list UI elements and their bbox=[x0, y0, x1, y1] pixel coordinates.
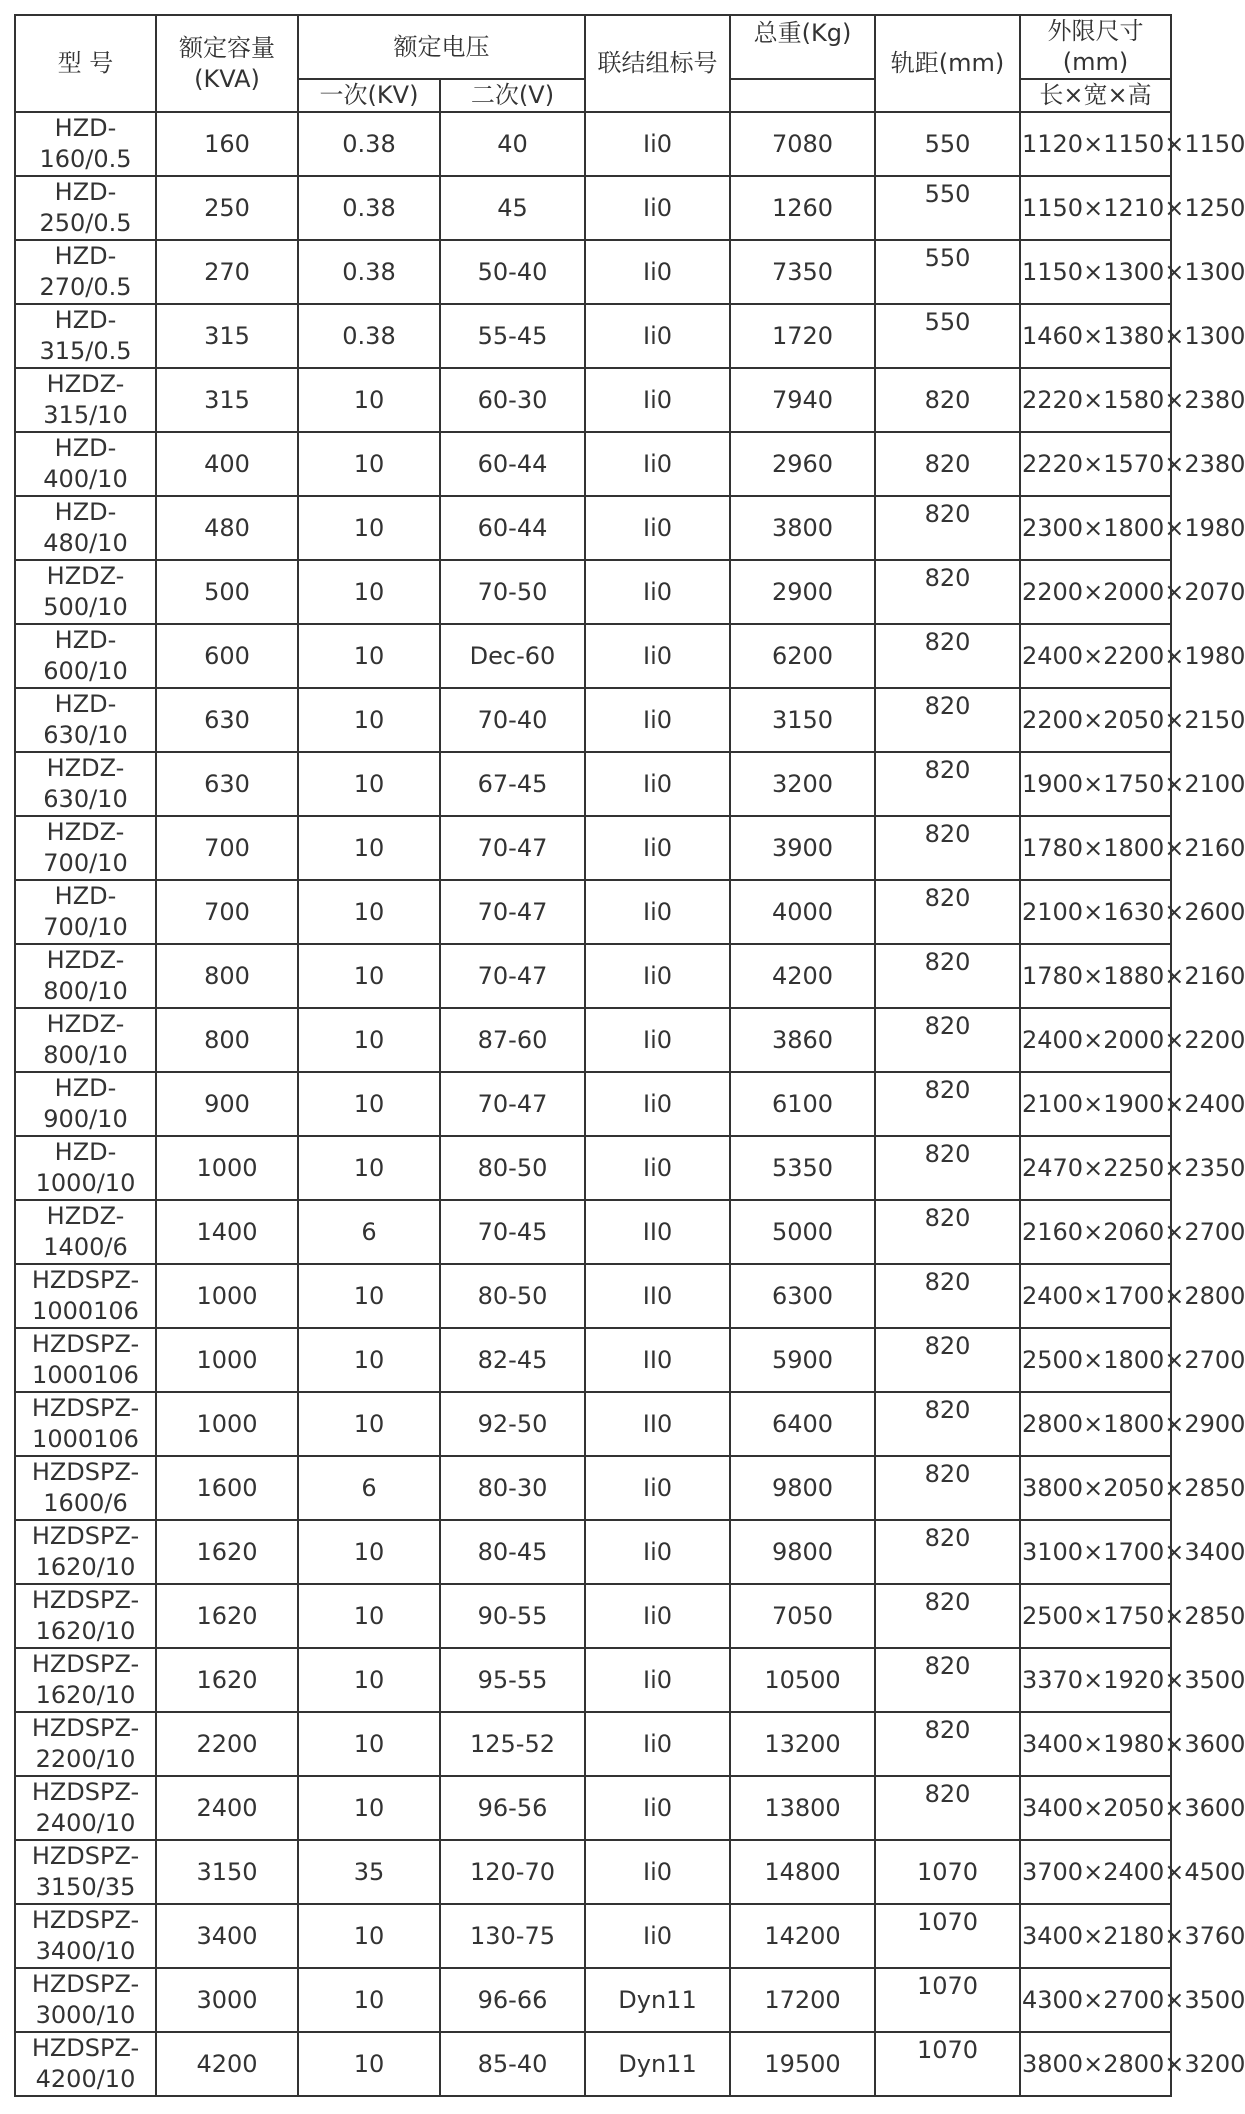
table-row bbox=[15, 240, 1171, 304]
capacity-cell: 1620 bbox=[156, 1584, 298, 1648]
capacity-cell: 630 bbox=[156, 752, 298, 816]
weight-cell: 14200 bbox=[730, 1904, 875, 1968]
gauge-cell: 820 bbox=[875, 1008, 1020, 1072]
secondary-voltage-cell: 80-50 bbox=[440, 1264, 585, 1328]
primary-voltage-cell: 0.38 bbox=[298, 112, 440, 176]
connection-group-cell: Dyn11 bbox=[585, 1968, 730, 2032]
table-row bbox=[15, 1136, 1171, 1200]
weight-cell: 13200 bbox=[730, 1712, 875, 1776]
capacity-cell: 250 bbox=[156, 176, 298, 240]
table-row bbox=[15, 880, 1171, 944]
gauge-cell: 1070 bbox=[875, 1904, 1020, 1968]
weight-cell: 5350 bbox=[730, 1136, 875, 1200]
primary-voltage-cell: 35 bbox=[298, 1840, 440, 1904]
secondary-voltage-cell: 95-55 bbox=[440, 1648, 585, 1712]
gauge-cell: 1070 bbox=[875, 2032, 1020, 2096]
primary-voltage-cell: 10 bbox=[298, 1264, 440, 1328]
gauge-cell: 820 bbox=[875, 1712, 1020, 1776]
dimensions-cell: 3800×2050×2850 bbox=[1020, 1456, 1171, 1520]
primary-voltage-cell: 0.38 bbox=[298, 240, 440, 304]
weight-cell: 4000 bbox=[730, 880, 875, 944]
header-connection-group: 联结组标号 bbox=[585, 15, 730, 112]
dimensions-cell: 2500×1750×2850 bbox=[1020, 1584, 1171, 1648]
dimensions-cell: 1780×1880×2160 bbox=[1020, 944, 1171, 1008]
connection-group-cell: Ii0 bbox=[585, 432, 730, 496]
capacity-cell: 3000 bbox=[156, 1968, 298, 2032]
gauge-cell: 820 bbox=[875, 944, 1020, 1008]
connection-group-cell: II0 bbox=[585, 1328, 730, 1392]
dimensions-cell: 2160×2060×2700 bbox=[1020, 1200, 1171, 1264]
weight-cell: 9800 bbox=[730, 1456, 875, 1520]
model-cell: HZDSPZ-3400/10 bbox=[15, 1904, 156, 1968]
secondary-voltage-cell: 80-50 bbox=[440, 1136, 585, 1200]
weight-cell: 10500 bbox=[730, 1648, 875, 1712]
table-row bbox=[15, 1968, 1171, 2032]
capacity-cell: 1620 bbox=[156, 1648, 298, 1712]
table-row bbox=[15, 624, 1171, 688]
table-row bbox=[15, 1392, 1171, 1456]
gauge-cell: 550 bbox=[875, 240, 1020, 304]
primary-voltage-cell: 10 bbox=[298, 1136, 440, 1200]
connection-group-cell: Ii0 bbox=[585, 688, 730, 752]
capacity-cell: 700 bbox=[156, 816, 298, 880]
model-cell: HZD-630/10 bbox=[15, 688, 156, 752]
capacity-cell: 630 bbox=[156, 688, 298, 752]
connection-group-cell: Ii0 bbox=[585, 1520, 730, 1584]
dimensions-cell: 2470×2250×2350 bbox=[1020, 1136, 1171, 1200]
table-row bbox=[15, 1584, 1171, 1648]
table-row bbox=[15, 1776, 1171, 1840]
table-row bbox=[15, 560, 1171, 624]
gauge-cell: 820 bbox=[875, 880, 1020, 944]
dimensions-cell: 1150×1300×1300 bbox=[1020, 240, 1171, 304]
dimensions-cell: 2800×1800×2900 bbox=[1020, 1392, 1171, 1456]
table-row bbox=[15, 2032, 1171, 2096]
capacity-cell: 400 bbox=[156, 432, 298, 496]
connection-group-cell: Ii0 bbox=[585, 752, 730, 816]
header-weight-blank bbox=[730, 79, 875, 112]
primary-voltage-cell: 0.38 bbox=[298, 304, 440, 368]
dimensions-cell: 2100×1900×2400 bbox=[1020, 1072, 1171, 1136]
dimensions-cell: 4300×2700×3500 bbox=[1020, 1968, 1171, 2032]
connection-group-cell: Ii0 bbox=[585, 944, 730, 1008]
model-cell: HZD-1000/10 bbox=[15, 1136, 156, 1200]
gauge-cell: 820 bbox=[875, 1584, 1020, 1648]
primary-voltage-cell: 6 bbox=[298, 1456, 440, 1520]
connection-group-cell: Dyn11 bbox=[585, 2032, 730, 2096]
gauge-cell: 820 bbox=[875, 1264, 1020, 1328]
secondary-voltage-cell: 82-45 bbox=[440, 1328, 585, 1392]
secondary-voltage-cell: 60-44 bbox=[440, 496, 585, 560]
dimensions-cell: 1150×1210×1250 bbox=[1020, 176, 1171, 240]
dimensions-cell: 3800×2800×3200 bbox=[1020, 2032, 1171, 2096]
header-primary-voltage: 一次(KV) bbox=[298, 79, 440, 112]
secondary-voltage-cell: 60-44 bbox=[440, 432, 585, 496]
model-cell: HZD-900/10 bbox=[15, 1072, 156, 1136]
dimensions-cell: 1120×1150×1150 bbox=[1020, 112, 1171, 176]
secondary-voltage-cell: 130-75 bbox=[440, 1904, 585, 1968]
weight-cell: 5900 bbox=[730, 1328, 875, 1392]
model-cell: HZDSPZ-1000106 bbox=[15, 1392, 156, 1456]
secondary-voltage-cell: 70-47 bbox=[440, 880, 585, 944]
model-cell: HZDSPZ-3000/10 bbox=[15, 1968, 156, 2032]
model-cell: HZDZ-800/10 bbox=[15, 1008, 156, 1072]
capacity-cell: 900 bbox=[156, 1072, 298, 1136]
connection-group-cell: Ii0 bbox=[585, 1776, 730, 1840]
dimensions-cell: 3100×1700×3400 bbox=[1020, 1520, 1171, 1584]
gauge-cell: 820 bbox=[875, 560, 1020, 624]
connection-group-cell: Ii0 bbox=[585, 1712, 730, 1776]
connection-group-cell: Ii0 bbox=[585, 240, 730, 304]
table-row bbox=[15, 1520, 1171, 1584]
capacity-cell: 160 bbox=[156, 112, 298, 176]
capacity-cell: 700 bbox=[156, 880, 298, 944]
secondary-voltage-cell: 96-56 bbox=[440, 1776, 585, 1840]
connection-group-cell: Ii0 bbox=[585, 1584, 730, 1648]
table-row bbox=[15, 1008, 1171, 1072]
gauge-cell: 820 bbox=[875, 1648, 1020, 1712]
capacity-cell: 1620 bbox=[156, 1520, 298, 1584]
primary-voltage-cell: 0.38 bbox=[298, 176, 440, 240]
gauge-cell: 820 bbox=[875, 1328, 1020, 1392]
table-row bbox=[15, 1456, 1171, 1520]
weight-cell: 7080 bbox=[730, 112, 875, 176]
transformer-spec-table bbox=[14, 14, 1245, 2097]
model-cell: HZDSPZ-1620/10 bbox=[15, 1520, 156, 1584]
dimensions-cell: 2220×1580×2380 bbox=[1020, 368, 1171, 432]
primary-voltage-cell: 10 bbox=[298, 432, 440, 496]
secondary-voltage-cell: 85-40 bbox=[440, 2032, 585, 2096]
secondary-voltage-cell: 67-45 bbox=[440, 752, 585, 816]
gauge-cell: 820 bbox=[875, 624, 1020, 688]
model-cell: HZD-600/10 bbox=[15, 624, 156, 688]
capacity-cell: 3150 bbox=[156, 1840, 298, 1904]
connection-group-cell: Ii0 bbox=[585, 304, 730, 368]
weight-cell: 5000 bbox=[730, 1200, 875, 1264]
weight-cell: 6400 bbox=[730, 1392, 875, 1456]
dimensions-cell: 3700×2400×4500 bbox=[1020, 1840, 1171, 1904]
table-row bbox=[15, 1840, 1171, 1904]
table-row bbox=[15, 944, 1171, 1008]
connection-group-cell: II0 bbox=[585, 1264, 730, 1328]
header-dimensions: 外限尺寸 (mm) bbox=[1020, 15, 1171, 79]
dimensions-cell: 2400×2000×2200 bbox=[1020, 1008, 1171, 1072]
primary-voltage-cell: 6 bbox=[298, 1200, 440, 1264]
secondary-voltage-cell: 90-55 bbox=[440, 1584, 585, 1648]
connection-group-cell: Ii0 bbox=[585, 880, 730, 944]
table-row bbox=[15, 1072, 1171, 1136]
header-capacity: 额定容量 (KVA) bbox=[156, 15, 298, 112]
gauge-cell: 820 bbox=[875, 432, 1020, 496]
primary-voltage-cell: 10 bbox=[298, 688, 440, 752]
weight-cell: 1260 bbox=[730, 176, 875, 240]
weight-cell: 2900 bbox=[730, 560, 875, 624]
primary-voltage-cell: 10 bbox=[298, 1008, 440, 1072]
gauge-cell: 820 bbox=[875, 752, 1020, 816]
weight-cell: 4200 bbox=[730, 944, 875, 1008]
capacity-cell: 500 bbox=[156, 560, 298, 624]
gauge-cell: 1070 bbox=[875, 1968, 1020, 2032]
connection-group-cell: Ii0 bbox=[585, 176, 730, 240]
model-cell: HZDSPZ-1000106 bbox=[15, 1328, 156, 1392]
model-cell: HZD-700/10 bbox=[15, 880, 156, 944]
secondary-voltage-cell: Dec-60 bbox=[440, 624, 585, 688]
primary-voltage-cell: 10 bbox=[298, 1520, 440, 1584]
capacity-cell: 2400 bbox=[156, 1776, 298, 1840]
connection-group-cell: Ii0 bbox=[585, 1648, 730, 1712]
dimensions-cell: 3400×2180×3760 bbox=[1020, 1904, 1171, 1968]
model-cell: HZDSPZ-1620/10 bbox=[15, 1648, 156, 1712]
capacity-cell: 600 bbox=[156, 624, 298, 688]
dimensions-cell: 2200×2000×2070 bbox=[1020, 560, 1171, 624]
gauge-cell: 820 bbox=[875, 1072, 1020, 1136]
primary-voltage-cell: 10 bbox=[298, 1392, 440, 1456]
capacity-cell: 270 bbox=[156, 240, 298, 304]
capacity-cell: 3400 bbox=[156, 1904, 298, 1968]
weight-cell: 3860 bbox=[730, 1008, 875, 1072]
capacity-cell: 800 bbox=[156, 944, 298, 1008]
connection-group-cell: II0 bbox=[585, 1200, 730, 1264]
dimensions-cell: 2200×2050×2150 bbox=[1020, 688, 1171, 752]
table-row bbox=[15, 752, 1171, 816]
dimensions-cell: 2300×1800×1980 bbox=[1020, 496, 1171, 560]
weight-cell: 14800 bbox=[730, 1840, 875, 1904]
primary-voltage-cell: 10 bbox=[298, 368, 440, 432]
table-row bbox=[15, 1904, 1171, 1968]
secondary-voltage-cell: 125-52 bbox=[440, 1712, 585, 1776]
secondary-voltage-cell: 80-30 bbox=[440, 1456, 585, 1520]
capacity-cell: 800 bbox=[156, 1008, 298, 1072]
weight-cell: 19500 bbox=[730, 2032, 875, 2096]
table-body bbox=[15, 112, 1245, 2096]
table-row bbox=[15, 1328, 1171, 1392]
gauge-cell: 820 bbox=[875, 1200, 1020, 1264]
connection-group-cell: Ii0 bbox=[585, 112, 730, 176]
connection-group-cell: II0 bbox=[585, 1392, 730, 1456]
capacity-cell: 1000 bbox=[156, 1136, 298, 1200]
model-cell: HZDZ-500/10 bbox=[15, 560, 156, 624]
capacity-cell: 315 bbox=[156, 368, 298, 432]
capacity-cell: 480 bbox=[156, 496, 298, 560]
primary-voltage-cell: 10 bbox=[298, 1328, 440, 1392]
gauge-cell: 820 bbox=[875, 1456, 1020, 1520]
table-row bbox=[15, 1264, 1171, 1328]
weight-cell: 2960 bbox=[730, 432, 875, 496]
primary-voltage-cell: 10 bbox=[298, 880, 440, 944]
primary-voltage-cell: 10 bbox=[298, 816, 440, 880]
gauge-cell: 820 bbox=[875, 496, 1020, 560]
gauge-cell: 820 bbox=[875, 1392, 1020, 1456]
secondary-voltage-cell: 70-47 bbox=[440, 816, 585, 880]
primary-voltage-cell: 10 bbox=[298, 1584, 440, 1648]
gauge-cell: 820 bbox=[875, 368, 1020, 432]
header-model: 型 号 bbox=[15, 15, 156, 112]
table-row bbox=[15, 1648, 1171, 1712]
table-row bbox=[15, 432, 1171, 496]
gauge-cell: 820 bbox=[875, 1520, 1020, 1584]
table-row bbox=[15, 176, 1171, 240]
model-cell: HZD-315/0.5 bbox=[15, 304, 156, 368]
weight-cell: 6300 bbox=[730, 1264, 875, 1328]
connection-group-cell: Ii0 bbox=[585, 1008, 730, 1072]
table-row bbox=[15, 368, 1171, 432]
weight-cell: 1720 bbox=[730, 304, 875, 368]
primary-voltage-cell: 10 bbox=[298, 752, 440, 816]
secondary-voltage-cell: 70-47 bbox=[440, 944, 585, 1008]
header-track-gauge: 轨距(mm) bbox=[875, 15, 1020, 112]
weight-cell: 3900 bbox=[730, 816, 875, 880]
table-row bbox=[15, 1200, 1171, 1264]
connection-group-cell: Ii0 bbox=[585, 1072, 730, 1136]
dimensions-cell: 1900×1750×2100 bbox=[1020, 752, 1171, 816]
capacity-cell: 1000 bbox=[156, 1392, 298, 1456]
primary-voltage-cell: 10 bbox=[298, 496, 440, 560]
model-cell: HZD-160/0.5 bbox=[15, 112, 156, 176]
table-row bbox=[15, 688, 1171, 752]
model-cell: HZD-400/10 bbox=[15, 432, 156, 496]
weight-cell: 6100 bbox=[730, 1072, 875, 1136]
capacity-cell: 1000 bbox=[156, 1328, 298, 1392]
dimensions-cell: 1780×1800×2160 bbox=[1020, 816, 1171, 880]
table-header bbox=[15, 15, 1171, 112]
header-total-weight: 总重(Kg) bbox=[730, 15, 875, 79]
dimensions-cell: 1460×1380×1300 bbox=[1020, 304, 1171, 368]
weight-cell: 3200 bbox=[730, 752, 875, 816]
primary-voltage-cell: 10 bbox=[298, 1712, 440, 1776]
capacity-cell: 4200 bbox=[156, 2032, 298, 2096]
capacity-cell: 315 bbox=[156, 304, 298, 368]
connection-group-cell: Ii0 bbox=[585, 816, 730, 880]
primary-voltage-cell: 10 bbox=[298, 2032, 440, 2096]
table-row bbox=[15, 496, 1171, 560]
primary-voltage-cell: 10 bbox=[298, 1904, 440, 1968]
secondary-voltage-cell: 80-45 bbox=[440, 1520, 585, 1584]
primary-voltage-cell: 10 bbox=[298, 1072, 440, 1136]
weight-cell: 3150 bbox=[730, 688, 875, 752]
model-cell: HZDZ-315/10 bbox=[15, 368, 156, 432]
gauge-cell: 820 bbox=[875, 1776, 1020, 1840]
gauge-cell: 550 bbox=[875, 304, 1020, 368]
secondary-voltage-cell: 87-60 bbox=[440, 1008, 585, 1072]
secondary-voltage-cell: 70-47 bbox=[440, 1072, 585, 1136]
dimensions-cell: 2400×2200×1980 bbox=[1020, 624, 1171, 688]
primary-voltage-cell: 10 bbox=[298, 1648, 440, 1712]
primary-voltage-cell: 10 bbox=[298, 1776, 440, 1840]
capacity-cell: 2200 bbox=[156, 1712, 298, 1776]
weight-cell: 6200 bbox=[730, 624, 875, 688]
secondary-voltage-cell: 45 bbox=[440, 176, 585, 240]
connection-group-cell: Ii0 bbox=[585, 368, 730, 432]
header-rated-voltage: 额定电压 bbox=[298, 15, 585, 79]
weight-cell: 13800 bbox=[730, 1776, 875, 1840]
primary-voltage-cell: 10 bbox=[298, 560, 440, 624]
capacity-cell: 1000 bbox=[156, 1264, 298, 1328]
primary-voltage-cell: 10 bbox=[298, 944, 440, 1008]
dimensions-cell: 3400×2050×3600 bbox=[1020, 1776, 1171, 1840]
secondary-voltage-cell: 60-30 bbox=[440, 368, 585, 432]
model-cell: HZDZ-630/10 bbox=[15, 752, 156, 816]
model-cell: HZD-480/10 bbox=[15, 496, 156, 560]
gauge-cell: 820 bbox=[875, 816, 1020, 880]
dimensions-cell: 3400×1980×3600 bbox=[1020, 1712, 1171, 1776]
model-cell: HZD-270/0.5 bbox=[15, 240, 156, 304]
model-cell: HZDZ-800/10 bbox=[15, 944, 156, 1008]
model-cell: HZDSPZ-3150/35 bbox=[15, 1840, 156, 1904]
secondary-voltage-cell: 70-50 bbox=[440, 560, 585, 624]
secondary-voltage-cell: 70-45 bbox=[440, 1200, 585, 1264]
header-dimensions-sub: 长×宽×高 bbox=[1020, 79, 1171, 112]
connection-group-cell: Ii0 bbox=[585, 560, 730, 624]
connection-group-cell: Ii0 bbox=[585, 1840, 730, 1904]
model-cell: HZD-250/0.5 bbox=[15, 176, 156, 240]
primary-voltage-cell: 10 bbox=[298, 1968, 440, 2032]
table-row bbox=[15, 304, 1171, 368]
model-cell: HZDZ-700/10 bbox=[15, 816, 156, 880]
weight-cell: 9800 bbox=[730, 1520, 875, 1584]
table-row bbox=[15, 1712, 1171, 1776]
gauge-cell: 1070 bbox=[875, 1840, 1020, 1904]
gauge-cell: 550 bbox=[875, 112, 1020, 176]
table-row bbox=[15, 816, 1171, 880]
model-cell: HZDZ-1400/6 bbox=[15, 1200, 156, 1264]
weight-cell: 7350 bbox=[730, 240, 875, 304]
secondary-voltage-cell: 55-45 bbox=[440, 304, 585, 368]
dimensions-cell: 2220×1570×2380 bbox=[1020, 432, 1171, 496]
model-cell: HZDSPZ-4200/10 bbox=[15, 2032, 156, 2096]
header-secondary-voltage: 二次(V) bbox=[440, 79, 585, 112]
model-cell: HZDSPZ-1600/6 bbox=[15, 1456, 156, 1520]
weight-cell: 7940 bbox=[730, 368, 875, 432]
dimensions-cell: 2400×1700×2800 bbox=[1020, 1264, 1171, 1328]
model-cell: HZDSPZ-2200/10 bbox=[15, 1712, 156, 1776]
dimensions-cell: 2500×1800×2700 bbox=[1020, 1328, 1171, 1392]
weight-cell: 7050 bbox=[730, 1584, 875, 1648]
secondary-voltage-cell: 120-70 bbox=[440, 1840, 585, 1904]
secondary-voltage-cell: 92-50 bbox=[440, 1392, 585, 1456]
capacity-cell: 1400 bbox=[156, 1200, 298, 1264]
connection-group-cell: Ii0 bbox=[585, 624, 730, 688]
gauge-cell: 550 bbox=[875, 176, 1020, 240]
weight-cell: 17200 bbox=[730, 1968, 875, 2032]
weight-cell: 3800 bbox=[730, 496, 875, 560]
secondary-voltage-cell: 40 bbox=[440, 112, 585, 176]
secondary-voltage-cell: 96-66 bbox=[440, 1968, 585, 2032]
gauge-cell: 820 bbox=[875, 688, 1020, 752]
model-cell: HZDSPZ-1620/10 bbox=[15, 1584, 156, 1648]
connection-group-cell: Ii0 bbox=[585, 1136, 730, 1200]
dimensions-cell: 3370×1920×3500 bbox=[1020, 1648, 1171, 1712]
connection-group-cell: Ii0 bbox=[585, 1456, 730, 1520]
connection-group-cell: Ii0 bbox=[585, 1904, 730, 1968]
primary-voltage-cell: 10 bbox=[298, 624, 440, 688]
secondary-voltage-cell: 70-40 bbox=[440, 688, 585, 752]
table-row bbox=[15, 112, 1171, 176]
gauge-cell: 820 bbox=[875, 1136, 1020, 1200]
connection-group-cell: Ii0 bbox=[585, 496, 730, 560]
model-cell: HZDSPZ-1000106 bbox=[15, 1264, 156, 1328]
secondary-voltage-cell: 50-40 bbox=[440, 240, 585, 304]
dimensions-cell: 2100×1630×2600 bbox=[1020, 880, 1171, 944]
capacity-cell: 1600 bbox=[156, 1456, 298, 1520]
model-cell: HZDSPZ-2400/10 bbox=[15, 1776, 156, 1840]
